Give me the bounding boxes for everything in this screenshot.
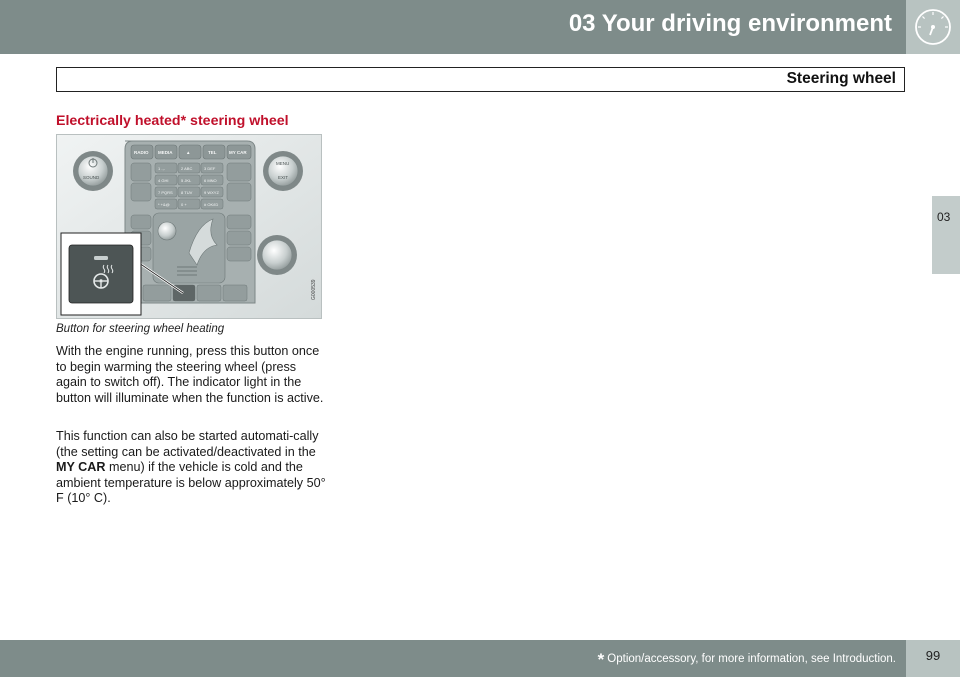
page-number: 99: [925, 648, 941, 663]
paragraph-2: This function can also be started automati-cally (the setting can be activated/deactivated in the MY CAR menu) if the vehicle is cold and the ambient temperature is below approximately 50° F (10° C).: [56, 429, 326, 506]
svg-text:1 .,-: 1 .,-: [158, 166, 165, 171]
svg-text:5 JKL: 5 JKL: [181, 178, 192, 183]
figure-code: G000539: [311, 279, 317, 300]
svg-text:SOUND: SOUND: [83, 175, 100, 180]
svg-text:9 WXYZ: 9 WXYZ: [204, 190, 219, 195]
svg-text:EXIT: EXIT: [278, 175, 289, 180]
mycar-label: MY CAR: [229, 150, 247, 155]
radio-label: RADIO: [134, 150, 149, 155]
chapter-tab-label: 03: [937, 210, 951, 224]
chapter-tab: [932, 196, 960, 274]
svg-text:4 GHI: 4 GHI: [158, 178, 169, 183]
media-label: MEDIA: [158, 150, 173, 155]
svg-text:6 MNO: 6 MNO: [204, 178, 217, 183]
footer-note: * Option/accessory, for more information, see Introduction.: [597, 650, 896, 669]
svg-text:3 DEF: 3 DEF: [204, 166, 216, 171]
tel-label: TEL: [208, 150, 217, 155]
section-bar: [56, 67, 905, 92]
svg-text:8 TUV: 8 TUV: [181, 190, 193, 195]
section-heading: Electrically heated* steering wheel: [56, 113, 289, 129]
svg-text:* +&@: * +&@: [158, 202, 170, 207]
svg-text:7 PQRS: 7 PQRS: [158, 190, 173, 195]
svg-text:# OK/ID: # OK/ID: [204, 202, 219, 207]
paragraph-1: With the engine running, press this button once to begin warming the steering wheel (press again to switch off). The indicator light in the button will illuminate when the function is active.: [56, 344, 324, 405]
svg-text:▲: ▲: [186, 150, 191, 155]
chapter-title: 03 Your driving environment: [568, 10, 892, 37]
center-console-figure: [56, 134, 322, 319]
section-title: Steering wheel: [786, 70, 896, 87]
svg-text:0 +: 0 +: [181, 202, 187, 207]
speedometer-icon: [906, 0, 960, 54]
my-car-term: MY CAR: [56, 460, 106, 475]
figure-caption: Button for steering wheel heating: [56, 323, 225, 335]
asterisk: *: [597, 650, 605, 669]
svg-text:2 ABC: 2 ABC: [181, 166, 193, 171]
svg-text:MENU: MENU: [276, 161, 290, 166]
